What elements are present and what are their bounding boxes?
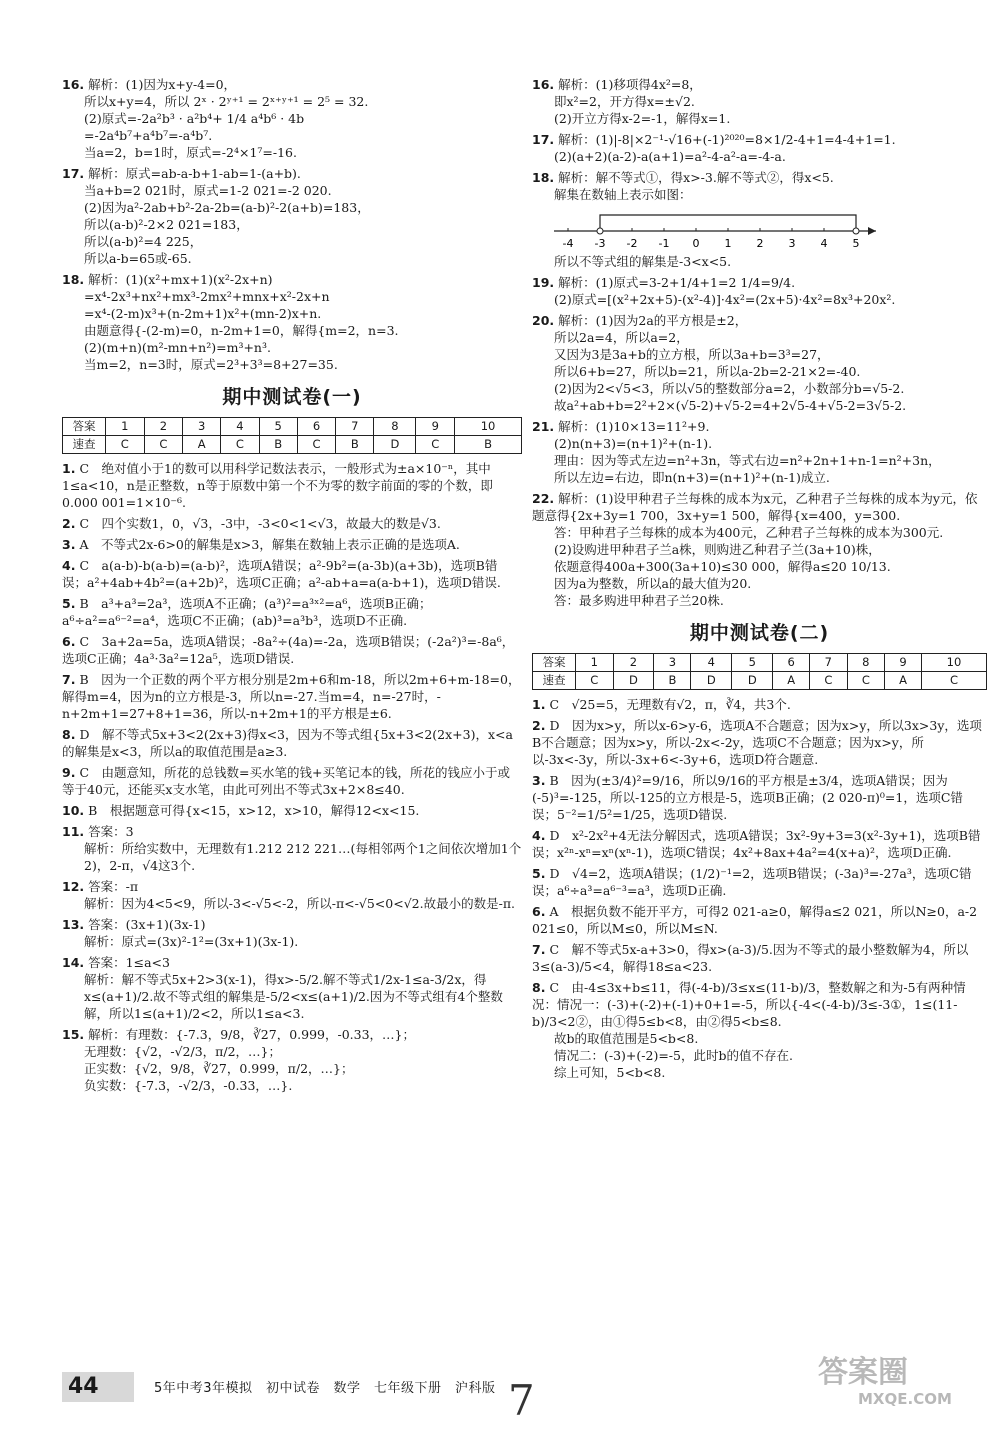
- item-number: 15.: [62, 1027, 85, 1042]
- item-number: 8.: [532, 980, 546, 995]
- item-number: 2.: [62, 516, 76, 531]
- table-answer-cell: D: [691, 672, 732, 690]
- table-answer-cell: D: [613, 672, 654, 690]
- item-number: 13.: [62, 917, 85, 932]
- answer-line: [62, 76, 522, 93]
- line-text: 解析：原式=ab-a-b+1-ab=1-(a+b).: [88, 166, 301, 181]
- line-text: (2)设购进甲种君子兰a株，则购进乙种君子兰(3a+10)株，: [554, 542, 881, 557]
- answer-item: [62, 271, 522, 373]
- answer-item: [62, 557, 522, 591]
- line-text: 答：最多购进甲种君子兰20株.: [554, 593, 724, 608]
- item-number: 19.: [532, 275, 555, 290]
- answer-line: [532, 380, 987, 397]
- table-question-number: 9: [416, 418, 455, 436]
- item-number: 9.: [62, 765, 76, 780]
- line-text: 负实数：{-7.3，-√2/3，-0.33，…}.: [84, 1078, 293, 1093]
- answer-item: [532, 865, 987, 899]
- answer-line: [532, 397, 987, 414]
- table-question-number: 3: [654, 654, 691, 672]
- answer-item: [62, 726, 522, 760]
- line-text: (2)开立方得x-2=-1，解得x=1.: [554, 111, 731, 126]
- line-text: 又因为3是3a+b的立方根，所以3a+b=3³=27，: [554, 347, 830, 362]
- line-text: 所以(a-b)²=4 225，: [84, 234, 203, 249]
- item-number: 21.: [532, 419, 555, 434]
- line-text: 解析：解不等式①，得x>-3.解不等式②，得x<5.: [558, 170, 834, 185]
- line-text: 解析：原式=(3x)²-1²=(3x+1)(3x-1).: [84, 934, 299, 949]
- item-number: 18.: [62, 272, 85, 287]
- line-text: B a³+a³=2a³，选项A不正确；(a³)²=a³ˣ²=a⁶，选项B正确；a⁶÷a²=a⁶⁻²=a⁴，选项C不正确；(ab)³=a³b³，选项D不正确.: [62, 596, 432, 628]
- line-text: 即x²=2，开方得x=±√2.: [554, 94, 695, 109]
- line-text: (2)原式=[(x²+2x+5)-(x²-4)]·4x²=(2x+5)·4x²=8x³+20x².: [554, 292, 896, 307]
- item-number: 4.: [532, 828, 546, 843]
- answer-item: [62, 536, 522, 553]
- answer-line: [532, 76, 987, 93]
- item-number: 2.: [532, 718, 546, 733]
- answer-line: [62, 764, 522, 798]
- answer-line: [62, 557, 522, 591]
- item-number: 16.: [532, 77, 555, 92]
- item-number: 1.: [532, 697, 546, 712]
- line-text: 答案：1≤a<3: [88, 955, 170, 970]
- section-title: 期中测试卷(一): [222, 386, 362, 408]
- line-text: 解析：(1)移项得4x²=8，: [558, 77, 702, 92]
- answer-line: [62, 878, 522, 895]
- answer-item: [62, 823, 522, 874]
- answer-line: [532, 1064, 987, 1081]
- answer-item: [62, 76, 522, 161]
- item-number: 6.: [532, 904, 546, 919]
- section-title: 期中测试卷(二): [689, 622, 830, 644]
- table-answer-cell: B: [336, 436, 374, 454]
- answer-line: [62, 110, 522, 127]
- line-text: 所以a-b=65或-65.: [84, 251, 192, 266]
- table-answer-cell: C: [221, 436, 260, 454]
- line-text: 解析：因为4<5<9，所以-3<-√5<-2，所以-π<-√5<0<√2.故最小的数是-π.: [84, 896, 516, 911]
- answer-line: [532, 469, 987, 486]
- answer-line: [62, 536, 522, 553]
- answer-line: [532, 979, 987, 1030]
- line-text: D x²-2x²+4无法分解因式，选项A错误；3x²-9y+3=3(x²-3y+1)，选项B错误；x²ⁿ-xⁿ=xⁿ(xⁿ-1)，选项C错误；4x²+8ax+4a²=4(x+a)²，选项D正确.: [532, 828, 981, 860]
- table-question-number: 5: [259, 418, 297, 436]
- item-number: 12.: [62, 879, 85, 894]
- answer-line: [532, 1030, 987, 1047]
- table-question-number: 4: [221, 418, 260, 436]
- table-question-number: 8: [847, 654, 885, 672]
- answer-item: [532, 979, 987, 1081]
- answer-line: [62, 515, 522, 532]
- table-answer-cell: B: [455, 436, 522, 454]
- answer-line: [532, 717, 987, 768]
- table-answer-cell: C: [921, 672, 986, 690]
- table-question-number: 7: [810, 654, 848, 672]
- answer-line: [532, 772, 987, 823]
- answer-line: [532, 827, 987, 861]
- item-number: 3.: [532, 773, 546, 788]
- answer-quick-table: [532, 653, 987, 690]
- answer-line: [532, 291, 987, 308]
- line-text: 解析：(1)因为2a的平方根是±2，: [558, 313, 748, 328]
- line-text: A 不等式2x-6>0的解集是x>3，解集在数轴上表示正确的是选项A.: [79, 537, 460, 552]
- line-text: =x⁴-2x³+nx²+mx³-2mx²+mnx+x²-2x+n: [84, 289, 330, 304]
- table-question-number: 9: [885, 654, 922, 672]
- item-number: 22.: [532, 491, 555, 506]
- answer-quick-table: [62, 417, 522, 454]
- line-text: 故b的取值范围是5<b<8.: [554, 1031, 699, 1046]
- number-line-label: 4: [820, 237, 828, 250]
- line-text: D 因为x>y，所以x-6>y-6，选项A不合题意；因为x>y，所以3x>3y，选项B不合题意；因为x>y，所以-2x<-2y，选项C不合题意；因为x>y，所以-3x<-3y，所以-3x+6<-3y+6，选项D符合题意.: [532, 718, 982, 767]
- table-answer-cell: C: [576, 672, 614, 690]
- answer-item: [532, 169, 987, 203]
- line-text: B 因为一个正数的两个平方根分别是2m+6和m-18，所以2m+6+m-18=0，解得m=4，因为n的立方根是-3，所以n=-27.当m=4，n=-27时，-n+2m+1=27+8+1=36，所以-n+2m+1的平方根是±6.: [62, 672, 521, 721]
- answer-line: [532, 131, 987, 148]
- line-text: 答案：-π: [88, 879, 139, 894]
- answer-line: [532, 274, 987, 291]
- answer-line: [532, 418, 987, 435]
- answer-line: [62, 1043, 522, 1060]
- item-number: 3.: [62, 537, 76, 552]
- table-question-number: 10: [455, 418, 522, 436]
- answer-line: [62, 182, 522, 199]
- table-question-number: 6: [773, 654, 810, 672]
- line-text: (2)因为a²-2ab+b²-2a-2b=(a-b)²-2(a+b)=183，: [84, 200, 370, 215]
- answer-line: [532, 541, 987, 558]
- answer-line: [532, 524, 987, 541]
- answer-line: [532, 1047, 987, 1064]
- answer-line: [532, 363, 987, 380]
- answer-line: [62, 633, 522, 667]
- answer-item: [532, 274, 987, 308]
- answer-line: [62, 216, 522, 233]
- line-text: 因为a为整数，所以a的最大值为20.: [554, 576, 752, 591]
- table-answer-cell: C: [297, 436, 336, 454]
- answer-item: [62, 515, 522, 532]
- table-question-number: 10: [921, 654, 986, 672]
- line-text: C 由题意知，所花的总钱数=买水笔的钱+买笔记本的钱，所花的钱应小于或等于40元，还能买x支水笔，由此可列出不等式3x+2×8≤40.: [62, 765, 510, 797]
- answer-line: [62, 305, 522, 322]
- answer-line: [62, 840, 522, 874]
- item-number: 5.: [532, 866, 546, 881]
- line-text: C 解不等式5x-a+3>0，得x>(a-3)/5.因为不等式的最小整数解为4，所以3≤(a-3)/5<4，解得18≤a<23.: [532, 942, 969, 974]
- answer-line: [62, 199, 522, 216]
- watermark-logo: [818, 1356, 988, 1428]
- table-answer-cell: C: [144, 436, 183, 454]
- line-text: C 3a+2a=5a，选项A错误；-8a²÷(4a)=-2a，选项B错误；(-2a²)³=-8a⁶，选项C正确；4a³·3a²=12a⁵，选项D错误.: [62, 634, 515, 666]
- answer-item: [62, 671, 522, 722]
- answer-item: [62, 802, 522, 819]
- answer-item: [62, 460, 522, 511]
- answer-line: [532, 110, 987, 127]
- page-number: 44: [62, 1372, 134, 1402]
- line-text: A 根据负数不能开平方，可得2 021-a≥0，解得a≤2 021，所以N≥0，a-2 021≤0，所以M≤0，所以M≤N.: [532, 904, 978, 936]
- table-answer-cell: B: [259, 436, 297, 454]
- table-question-number: 6: [297, 418, 336, 436]
- number-line-label: 0: [692, 237, 700, 250]
- table-question-number: 5: [732, 654, 773, 672]
- line-text: 当a+b=2 021时，原式=1-2 021=-2 020.: [84, 183, 332, 198]
- answer-item: [62, 633, 522, 667]
- answer-line: [532, 903, 987, 937]
- open-endpoint: [853, 228, 859, 234]
- answer-line: [62, 802, 522, 819]
- line-text: (2)n(n+3)=(n+1)²+(n-1).: [554, 436, 713, 451]
- number-line-label: -1: [658, 237, 670, 250]
- answer-line: [532, 592, 987, 609]
- line-text: 当a=2，b=1时，原式=-2⁴×1⁷=-16.: [84, 145, 297, 160]
- line-text: D √4=2，选项A错误；(1/2)⁻¹=2，选项B错误；(-3a)³=-27a³，选项C错误；a⁶÷a³=a⁶⁻³=a³，选项D正确.: [532, 866, 972, 898]
- item-number: 7.: [532, 942, 546, 957]
- line-text: 所以x+y=4，所以 2ˣ · 2ʸ⁺¹ = 2ˣ⁺ʸ⁺¹ = 2⁵ = 32.: [84, 94, 369, 109]
- line-text: B 因为(±3/4)²=9/16，所以9/16的平方根是±3/4，选项A错误；因为(-5)³=-125，所以-125的立方根是-5，选项B正确；(2 020-π)⁰=1，选项C错误；5⁻²=1/5²=1/25，选项D错误.: [532, 773, 963, 822]
- line-text: 理由：因为等式左边=n²+3n，等式右边=n²+2n+1+n-1=n²+3n，: [554, 453, 941, 468]
- answer-line: [62, 933, 522, 950]
- answer-item: [532, 772, 987, 823]
- answer-line: [532, 865, 987, 899]
- table-head-quick: 速查: [63, 436, 106, 454]
- answer-item: [532, 941, 987, 975]
- line-text: 解析：(1)设甲种君子兰每株的成本为x元，乙种君子兰每株的成本为y元，依题意得{2x+3y=1 700，3x+y=1 500，解得{x=400，y=300.: [532, 491, 978, 523]
- line-text: 解集在数轴上表示如图：: [554, 187, 692, 202]
- answer-line: [532, 490, 987, 524]
- answer-line: [62, 288, 522, 305]
- answer-line: [532, 329, 987, 346]
- answer-line: [532, 452, 987, 469]
- item-number: 6.: [62, 634, 76, 649]
- line-text: 当m=2，n=3时，原式=2³+3³=8+27=35.: [84, 357, 338, 372]
- answer-line: [532, 186, 987, 203]
- item-number: 16.: [62, 77, 85, 92]
- line-text: D 解不等式5x+3<2(2x+3)得x<3，因为不等式组{5x+3<2(2x+3)，x<a的解集是x<3，所以a的取值范围是a≥3.: [62, 727, 513, 759]
- handwritten-mark: 7: [508, 1376, 535, 1425]
- line-text: C 由-4≤3x+b≤11，得(-4-b)/3≤x≤(11-b)/3，整数解之和为-5有两种情况：情况一：(-3)+(-2)+(-1)+0+1=-5，所以{-4<(-4-b)/3≤-3①，1≤(11-b)/3<2②，由①得5≤b<8，由②得5<b≤8.: [532, 980, 966, 1029]
- answer-line: [62, 339, 522, 356]
- answer-line: [62, 823, 522, 840]
- line-text: 解析：(1)原式=3-2+1/4+1=2 1/4=9/4.: [558, 275, 796, 290]
- right-column: [532, 76, 987, 1085]
- line-text: 所以(a-b)²-2×2 021=183，: [84, 217, 249, 232]
- answer-item: [532, 418, 987, 486]
- answer-line: [62, 93, 522, 110]
- item-number: 1.: [62, 461, 76, 476]
- answer-item: [62, 1026, 522, 1094]
- left-column: [62, 76, 522, 1098]
- open-endpoint: [597, 228, 603, 234]
- answer-item: [532, 717, 987, 768]
- table-answer-cell: A: [885, 672, 922, 690]
- answer-line: [532, 312, 987, 329]
- answer-item: [62, 764, 522, 798]
- table-answer-cell: B: [654, 672, 691, 690]
- table-question-number: 2: [613, 654, 654, 672]
- table-answer-cell: A: [773, 672, 810, 690]
- line-text: 综上可知，5<b<8.: [554, 1065, 666, 1080]
- answer-line: [532, 696, 987, 713]
- line-text: 依题意得400a+300(3a+10)≤30 000，解得a≤20 10/13.: [554, 559, 891, 574]
- line-text: 情况二：(-3)+(-2)=-5，此时b的值不存在.: [554, 1048, 793, 1063]
- answer-item: [532, 131, 987, 165]
- table-answer-cell: C: [416, 436, 455, 454]
- answer-item: [532, 903, 987, 937]
- table-question-number: 4: [691, 654, 732, 672]
- watermark-url: MXQE.COM: [858, 1390, 952, 1408]
- line-text: 解析：有理数：{-7.3，9/8，∛27，0.999，-0.33，…}；: [88, 1027, 415, 1042]
- table-answer-cell: C: [810, 672, 848, 690]
- item-number: 7.: [62, 672, 76, 687]
- answer-line: [62, 250, 522, 267]
- item-number: 4.: [62, 558, 76, 573]
- line-text: 由题意得{-(2-m)=0，n-2m+1=0，解得{m=2，n=3.: [84, 323, 399, 338]
- table-question-number: 3: [183, 418, 221, 436]
- line-text: 无理数：{√2，-√2/3，π/2，…}；: [84, 1044, 282, 1059]
- answer-line: [532, 148, 987, 165]
- answer-item: [62, 165, 522, 267]
- number-line-label: 5: [852, 237, 860, 250]
- line-text: 所以左边=右边，即n(n+3)=(n+1)²+(n-1)成立.: [554, 470, 830, 485]
- line-text: 解析：解不等式5x+2>3(x-1)，得x>-5/2.解不等式1/2x-1≤a-3/2x，得x≤(a+1)/2.故不等式组的解集是-5/2<x≤(a+1)/2.因为不等式组有4个整数解，所以1≤(a+1)/2<2，所以1≤a<3.: [84, 972, 503, 1021]
- line-text: 故a²+ab+b=2²+2×(√5-2)+√5-2=4+2√5-4+√5-2=3√5-2.: [554, 398, 907, 413]
- answer-item: [62, 954, 522, 1022]
- answer-item: [532, 827, 987, 861]
- answer-line: [62, 1060, 522, 1077]
- page-footer: [62, 1372, 662, 1402]
- table-head-quick: 速查: [533, 672, 576, 690]
- item-number: 20.: [532, 313, 555, 328]
- line-text: 解析：(1)|-8|×2⁻¹-√16+(-1)²⁰²⁰=8×1/2-4+1=4-4+1=1.: [558, 132, 896, 147]
- table-answer-cell: A: [183, 436, 221, 454]
- table-answer-cell: D: [374, 436, 416, 454]
- line-text: (2)(m+n)(m²-mn+n²)=m³+n³.: [84, 340, 271, 355]
- answer-line: [62, 460, 522, 511]
- line-text: 解析：(1)因为x+y-4=0，: [88, 77, 237, 92]
- line-text: 所以2a=4，所以a=2，: [554, 330, 689, 345]
- line-text: 答案：(3x+1)(3x-1): [88, 917, 206, 932]
- line-text: C √25=5，无理数有√2，π，∛4，共3个.: [549, 697, 791, 712]
- number-line-label: -4: [562, 237, 574, 250]
- number-line-conclusion: 所以不等式组的解集是-3<x<5.: [554, 254, 732, 269]
- table-head-answer: 答案: [63, 418, 106, 436]
- item-number: 10.: [62, 803, 85, 818]
- footer-book-title: 5年中考3年模拟 初中试卷 数学 七年级下册 沪科版: [154, 1381, 496, 1396]
- table-question-number: 8: [374, 418, 416, 436]
- answer-item: [532, 76, 987, 127]
- table-answer-cell: C: [847, 672, 885, 690]
- answer-line: [62, 271, 522, 288]
- answer-item: [62, 916, 522, 950]
- answer-line: [62, 671, 522, 722]
- number-line-label: 2: [756, 237, 764, 250]
- line-text: 答案：3: [88, 824, 134, 839]
- line-text: 解析：所给实数中，无理数有1.212 212 221…(每相邻两个1之间依次增加1个2)，2-π，√4这3个.: [84, 841, 522, 873]
- answer-line: [532, 941, 987, 975]
- line-text: C 四个实数1，0，√3，-3中，-3<0<1<√3，故最大的数是√3.: [79, 516, 441, 531]
- line-text: C a(a-b)-b(a-b)=(a-b)²，选项A错误；a²-9b²=(a-3b)(a+3b)，选项B错误；a²+4ab+4b²=(a+2b)²，选项C正确；a²-ab+a=a(a-b+1)，选项D错误.: [62, 558, 501, 590]
- number-line-label: 3: [788, 237, 796, 250]
- answer-line: [62, 971, 522, 1022]
- answer-line: [62, 165, 522, 182]
- item-number: 17.: [62, 166, 85, 181]
- number-line-label: -2: [626, 237, 638, 250]
- line-text: (2)原式=-2a²b³ · a²b⁴+ 1/4 a⁴b⁶ · 4b: [84, 111, 305, 126]
- answer-line: [62, 127, 522, 144]
- watermark-text: 答案圈: [818, 1355, 908, 1390]
- number-line-label: 1: [724, 237, 732, 250]
- answer-line: [62, 144, 522, 161]
- answer-line: [62, 595, 522, 629]
- answer-item: [62, 595, 522, 629]
- number-line-label: -3: [594, 237, 606, 250]
- line-text: B 根据题意可得{x<15，x>12，x>10，解得12<x<15.: [88, 803, 420, 818]
- answer-line: [62, 356, 522, 373]
- line-text: 答：甲种君子兰每株的成本为400元，乙种君子兰每株的成本为300元.: [554, 525, 944, 540]
- answer-item: [62, 878, 522, 912]
- item-number: 17.: [532, 132, 555, 147]
- table-head-answer: 答案: [533, 654, 576, 672]
- line-text: 正实数：{√2，9/8，∛27，0.999，π/2，…}；: [84, 1061, 354, 1076]
- item-number: 14.: [62, 955, 85, 970]
- answer-line: [532, 558, 987, 575]
- answer-line: [532, 575, 987, 592]
- number-line-svg: [554, 207, 884, 251]
- answer-item: [532, 696, 987, 713]
- table-answer-cell: C: [106, 436, 145, 454]
- item-number: 11.: [62, 824, 85, 839]
- line-text: 解析：(1)10×13=11²+9.: [558, 419, 710, 434]
- item-number: 5.: [62, 596, 76, 611]
- table-question-number: 2: [144, 418, 183, 436]
- line-text: =x⁴-(2-m)x³+(n-2m+1)x²+(mn-2)x+n.: [84, 306, 322, 321]
- line-text: (2)(a+2)(a-2)-a(a+1)=a²-4-a²-a=-4-a.: [554, 149, 786, 164]
- table-question-number: 1: [106, 418, 145, 436]
- answer-item: [532, 490, 987, 609]
- answer-line: [62, 1026, 522, 1043]
- answer-line: [62, 916, 522, 933]
- item-number: 18.: [532, 170, 555, 185]
- arrow-icon: [868, 227, 876, 235]
- line-text: =-2a⁴b⁷+a⁴b⁷=-a⁴b⁷.: [84, 128, 213, 143]
- table-question-number: 1: [576, 654, 614, 672]
- answer-line: [62, 726, 522, 760]
- answer-line: [62, 322, 522, 339]
- answer-line: [532, 435, 987, 452]
- answer-line: [532, 93, 987, 110]
- answer-line: [62, 233, 522, 250]
- answer-line: [62, 954, 522, 971]
- answer-line: [532, 169, 987, 186]
- line-text: 解析：(1)(x²+mx+1)(x²-2x+n): [88, 272, 273, 287]
- answer-item: [532, 312, 987, 414]
- table-question-number: 7: [336, 418, 374, 436]
- answer-line: [62, 895, 522, 912]
- answer-line: [62, 1077, 522, 1094]
- answer-line: [532, 346, 987, 363]
- number-line-figure: [554, 207, 884, 251]
- line-text: (2)因为2<√5<3，所以√5的整数部分a=2，小数部分b=√5-2.: [554, 381, 905, 396]
- item-number: 8.: [62, 727, 76, 742]
- line-text: 所以6+b=27，所以b=21，所以a-2b=2-21×2=-40.: [554, 364, 861, 379]
- line-text: C 绝对值小于1的数可以用科学记数法表示，一般形式为±a×10⁻ⁿ，其中1≤a<10，n是正整数，n等于原数中第一个不为零的数字前面的零的个数，即0.000 001=1×10⁻⁶.: [62, 461, 493, 510]
- table-answer-cell: D: [732, 672, 773, 690]
